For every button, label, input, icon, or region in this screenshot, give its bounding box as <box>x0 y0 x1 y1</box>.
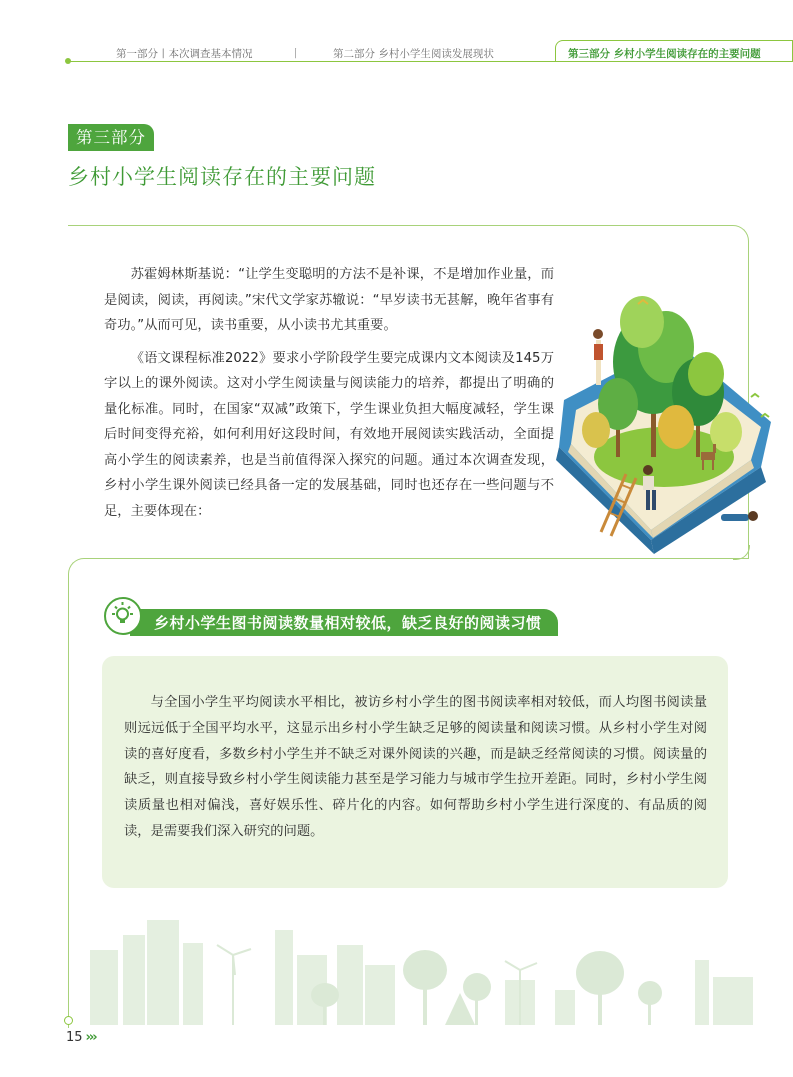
page-number <box>66 1030 96 1045</box>
part-title: 乡村小学生阅读存在的主要问题 <box>68 165 376 189</box>
section-title: 乡村小学生图书阅读数量相对较低，缺乏良好的阅读习惯 <box>154 614 542 632</box>
intro-text <box>104 262 554 531</box>
intro-paragraph-1: 苏霍姆林斯基说：“让学生变聪明的方法不是补课，不是增加作业量，而是阅读，阅读，再阅读。”宋代文学家苏辙说：“早岁读书无甚解，晚年省事有奇功。”从而可见，读书重要，从小读书尤其重要。 <box>104 267 554 333</box>
part-tag: 第三部分 <box>68 124 154 151</box>
top-navigation <box>0 0 793 66</box>
book-forest-illustration <box>556 292 781 554</box>
frame-end-dot <box>64 1016 73 1025</box>
nav-part1[interactable]: 第一部分丨本次调查基本情况 <box>116 48 253 60</box>
page-number-value: 15 <box>66 1030 83 1045</box>
section-paragraph: 与全国小学生平均阅读水平相比，被访乡村小学生的图书阅读率相对较低，而人均图书阅读量则远远低于全国平均水平，这显示出乡村小学生缺乏足够的阅读量和阅读习惯。从乡村小学生对阅读的喜好度看，多数乡村小学生并不缺乏对课外阅读的兴趣，而是缺乏经常阅读的习惯。阅读量的缺乏，则直接导致乡村小学生阅读能力甚至是学习能力与城市学生拉开差距。同时，乡村小学生阅读质量也相对偏浅，喜好娱乐性、碎片化的内容。如何帮助乡村小学生进行深度的、有品质的阅读，是需要我们深入研究的问题。 <box>124 695 707 839</box>
nav-separator: 丨 <box>290 47 301 60</box>
nav-rule <box>68 61 793 62</box>
nav-rule-dot <box>65 58 71 64</box>
section-body-text <box>124 690 707 845</box>
lightbulb-icon <box>104 597 142 635</box>
chevrons-icon: ››› <box>85 1030 96 1045</box>
nav-part3-label: 第三部分 乡村小学生阅读存在的主要问题 <box>568 48 761 60</box>
intro-paragraph-2: 《语文课程标准2022》要求小学阶段学生要完成课内文本阅读及145万字以上的课外阅读。这对小学生阅读量与阅读能力的培养，都提出了明确的量化标准。同时，在国家“双减”政策下，学生课业负担大幅度减轻，学生课后时间变得充裕，如何利用好这段时间，有效地开展阅读实践活动，全面提高小学生的阅读素养，也是当前值得深入探究的问题。通过本次调查发现，乡村小学生课外阅读已经具备一定的发展基础，同时也还存在一些问题与不足，主要体现在： <box>104 350 554 519</box>
city-skyline-decoration <box>85 915 785 1025</box>
nav-part3-active[interactable] <box>555 40 793 62</box>
nav-part2[interactable]: 第二部分 乡村小学生阅读发展现状 <box>333 48 494 60</box>
section-heading <box>104 597 560 637</box>
